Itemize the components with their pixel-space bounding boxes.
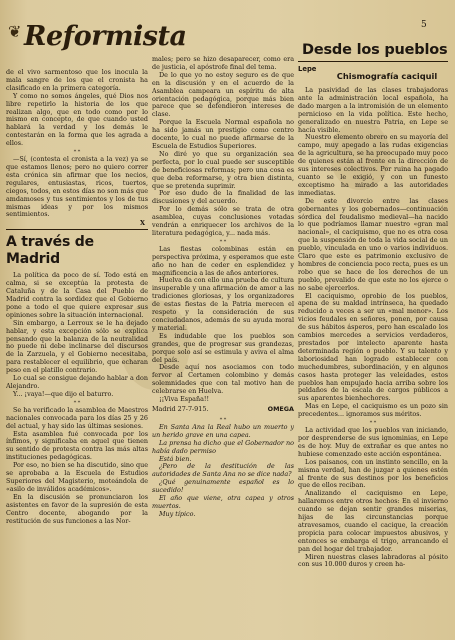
paragraph: ¿Qué genuinamente español es lo sucedido!	[152, 478, 294, 495]
paragraph: No diré yo que su organización sea perfecta, por lo cual puede ser susceptible de beneficiosas reformas; pero una cosa es que deba reformarse, y otra bien distinta, que se pretenda suprimir.	[152, 149, 294, 190]
paragraph: ¡¡Viva España!!	[159, 395, 210, 404]
paragraph: La pasividad de las clases trabajadoras ante la administración local española, ha dado margen a la intromisión de un elemento pernicioso en la vida política. Este hecho, generalizado en nuestra Patria, en Lepe se hacía visible.	[298, 86, 448, 134]
paragraph: Analizando el caciquismo en Lepe, hallaremos entre otros hechos: En el invierno cuando se dejan sentir grandes miserias, hijas de las circunstancias porque atravesamos, cuando el cacique, la creación propicia para colocar impuestos abusivos, y entonces se embarga el trigo, arrancando el pan del hogar del trabajador.	[298, 489, 448, 553]
section-rule	[6, 229, 148, 230]
paragraph: Miren nuestras clases labradoras al pósito con sus 10.000 duros y creen ha-	[298, 552, 448, 569]
byline: Lepe	[298, 65, 317, 73]
paragraph: Por eso dudo de la finalidad de las discusiones y del acuerdo.	[152, 189, 294, 206]
paragraph: La actividad que los pueblos van iniciando, por desprenderse de sus ignominias, en Lepe es de hoy. Muy de extrañar es que antes no hubiese comenzado este acción espontánea.	[298, 426, 448, 458]
paragraph: Huelva da con ello una prueba de cultura insuperable y una afirmación de amor a las tradiciones gloriosas, y los organizadores de estas fiestas de la Patria merecen el respeto y la consideración de sus conciudadanos, además de su ayuda moral y material.	[152, 276, 294, 332]
separator-asterisks: * *	[369, 420, 377, 427]
paragraph: Muy típico.	[159, 509, 196, 518]
masthead-title: Reformista	[24, 21, 187, 52]
masthead	[8, 18, 187, 54]
paragraph: Por eso, no bien se ha discutido, sino que se aprobaba a la Escuela de Estudios Superiores del Magisterio, moteándola de «asilo de inválidos académicos».	[6, 461, 148, 493]
section-title: Desde los pueblos	[302, 42, 448, 58]
column-middle	[152, 56, 294, 636]
paragraph: Y... ¡vaya!—que dijo el baturro.	[13, 389, 114, 398]
subtitle: Chismografía caciquil	[336, 71, 438, 81]
paragraph: Es indudable que los pueblos son grandes, que de progresar sus grandezas, porque solo así se estimula y aviva el alma del país.	[152, 331, 294, 364]
paragraph: Sin embargo, a Lerroux se le ha dejado hablar, y esta excepción sólo se explica pensando que la balanza de la neutralidad no puede ni debe inclinarse del discursos de la Zarzuela, y el Gobierno necesitaba, para restablecer el equilibrio, que echaran peso en el platillo contrario.	[6, 318, 148, 375]
paragraph: Porque la Escuela Normal española no ha sido jamás un prestigio como centro docente, lo cual no puede afirmarse de la Escuela de Estudios Superiores.	[152, 118, 294, 150]
page-number: 5	[421, 20, 427, 30]
separator-asterisks: * *	[219, 238, 227, 245]
paragraph: ¿Pero de la destitución de las autoridades de Santa Ana no se dice nada?	[152, 462, 294, 479]
paragraph: La política da poco de sí. Todo está en calma, si se exceptúa la protesta de Cataluña y de la Casa del Pueblo de Madrid contra la sordidez que el Gobierno pone a todo el que quiere expresar sus opiniones sobre la situación internacional.	[6, 271, 148, 319]
section-rule	[298, 61, 448, 62]
paragraph: Lo cual se consigue dejando hablar a don Alejandro.	[6, 374, 148, 390]
separator-asterisks: * *	[219, 416, 227, 423]
paragraph: De lo que yo no estoy seguro es de que en la discusión y en el acuerdo de la Asamblea campeara un espíritu de alta orientación pedagógica, porque más bien parece que se defendieron intereses de clase.	[152, 70, 294, 119]
separator-asterisks: * *	[73, 149, 81, 156]
paragraph: En la discusión se pronunciaron los asistentes en favor de la supresión de esta Centro docente, abogando por la restitución de sus funciones a las Nor-	[6, 492, 148, 525]
signature-name: OMEGA	[267, 404, 294, 413]
paragraph: Se ha verificado la asamblea de Maestros nacionales convocada para los días 25 y 26 del actual, y hay sido las últimas sesiones.	[6, 405, 148, 430]
paragraph: Nuestro elemento obrero en su mayoría del campo, muy apegado a las rudas exigencias de la agricultura, se ha preocupado muy poco de quienes están al frente en la dirección de sus intereses colectivos. Por ruina ha pagado cuanto se le exigió, y con un funesto exceptismo ha mirado a las autoridades inmediatas.	[298, 133, 448, 197]
column-left	[6, 69, 148, 635]
paragraph: Mas en Lepe, el caciquismo es un pozo sin precedentes... ignoramos sus méritos.	[298, 402, 448, 419]
paragraph: Esta asamblea fué convocada por los ínfimos, y significaba en aquel que tienen su sentido de protesta contra las más altas instituciones pedagógicas.	[6, 429, 148, 462]
paragraph: Los paisanos, con un instinto sencillo, en la misma verdad, han de juzgar a quienes estén al frente de sus destinos por los beneficios que de ellos reciban.	[298, 457, 448, 490]
signature-line	[152, 406, 294, 414]
paragraph: El año que viene, otra capea y otros muertos.	[152, 494, 294, 510]
separator-asterisks: * *	[73, 399, 81, 406]
paragraph: Las fiestas colombinas están en perspectiva próxima, y esperamos que este año no han de ceder en esplendidez y magnificencia a las de años anteriores.	[152, 244, 294, 277]
paragraph: Desde aquí nos asociamos con todo fervor al Certamen colombino y demás solemnidades que con tal motivo han de celebrarse en Huelva.	[152, 363, 294, 396]
paragraph: —Sí, (contesta el cronista a la vez) ya se que estamos llenos; pero no quiero correr esta crónica sin afirmar que los necios, regulares, entusiastas, ricos, tuertos, ciegos, todos, en estos días no son más que amdamoses y tus sentimientos y los de tus mismas ideas y por los mismos sentimientos.	[6, 155, 148, 219]
paragraph: En Santa Ana la Real hubo un muerto y un herido grave en una capea.	[152, 422, 294, 439]
paragraph: Está bien.	[159, 454, 192, 463]
paragraph: de el vivo sarmentoso que los inocula la mala sangre de los que el cronista ha clasificado en la primera categoría.	[6, 69, 148, 92]
paragraph: De este divorcio entre las clases gobernantes y los gobernados—continuación sórdica del feudalismo medieval—ha nacido lo que podríamos llamar nuestro «gran mal nacional», el caciquismo, que no es otra cosa que la suspensión de toda la vida social de un pueblo, vinculada en uno o varios individuos. Claro que este es patrimonio exclusivo de hombres de conciencia poco recta, pues es un robo que se hace de los derechos de un pueblo, prevalido de que este no los ejerce o no sabe ejercerlos.	[298, 196, 448, 292]
section-end-mark: X	[139, 219, 145, 228]
paragraph: El caciquismo, oprobio de los pueblos, apena de su maldad intrínseca, ha quedado reducido a veces a ser un «mal menor». Los vicios feudales en señores, ponen, por causa de sus hábitos ásperos, pero han escalado los cambios mercedes a servicios verdaderos, prestados por intelecto aparente hasta determinada región o pueblo. Y su talento y laboriosidad han logrado establecer con muchedumbres, subordinación, y en algunos casos hasta proteger las veleidades, estos pueblos han empujado hacia arriba sobre los peldaños de la escala de cargos públicos a sus aparentes bienhechores.	[298, 291, 448, 403]
paragraph: males; pero se hizo desaparecer, como era de justicia, el apóstrofe final del tema.	[152, 56, 294, 71]
section-title: A través de Madrid	[6, 234, 94, 268]
masthead-ornament-icon: ❦	[8, 22, 22, 41]
paragraph: Por lo demás sólo se trata de otra asamblea, cuyas conclusiones votadas vendrán a enriquecer los archivos de la literatura pedagógica, y... nada más.	[152, 205, 294, 237]
paragraph: Y como no somos ángeles, qué Dios nos libre repetirlo la historia de los que realizan algo, que en todo como por lo mismo en concepto, de que cuando usted hablará la verdad y los demás le contestarán en la forma que les agrada a ellos.	[6, 91, 148, 148]
signature-date: Madrid 27-7-915.	[152, 404, 209, 413]
paragraph: La prensa ha dicho que el Gobernador no había dado permiso	[152, 438, 294, 455]
column-right	[298, 42, 448, 636]
